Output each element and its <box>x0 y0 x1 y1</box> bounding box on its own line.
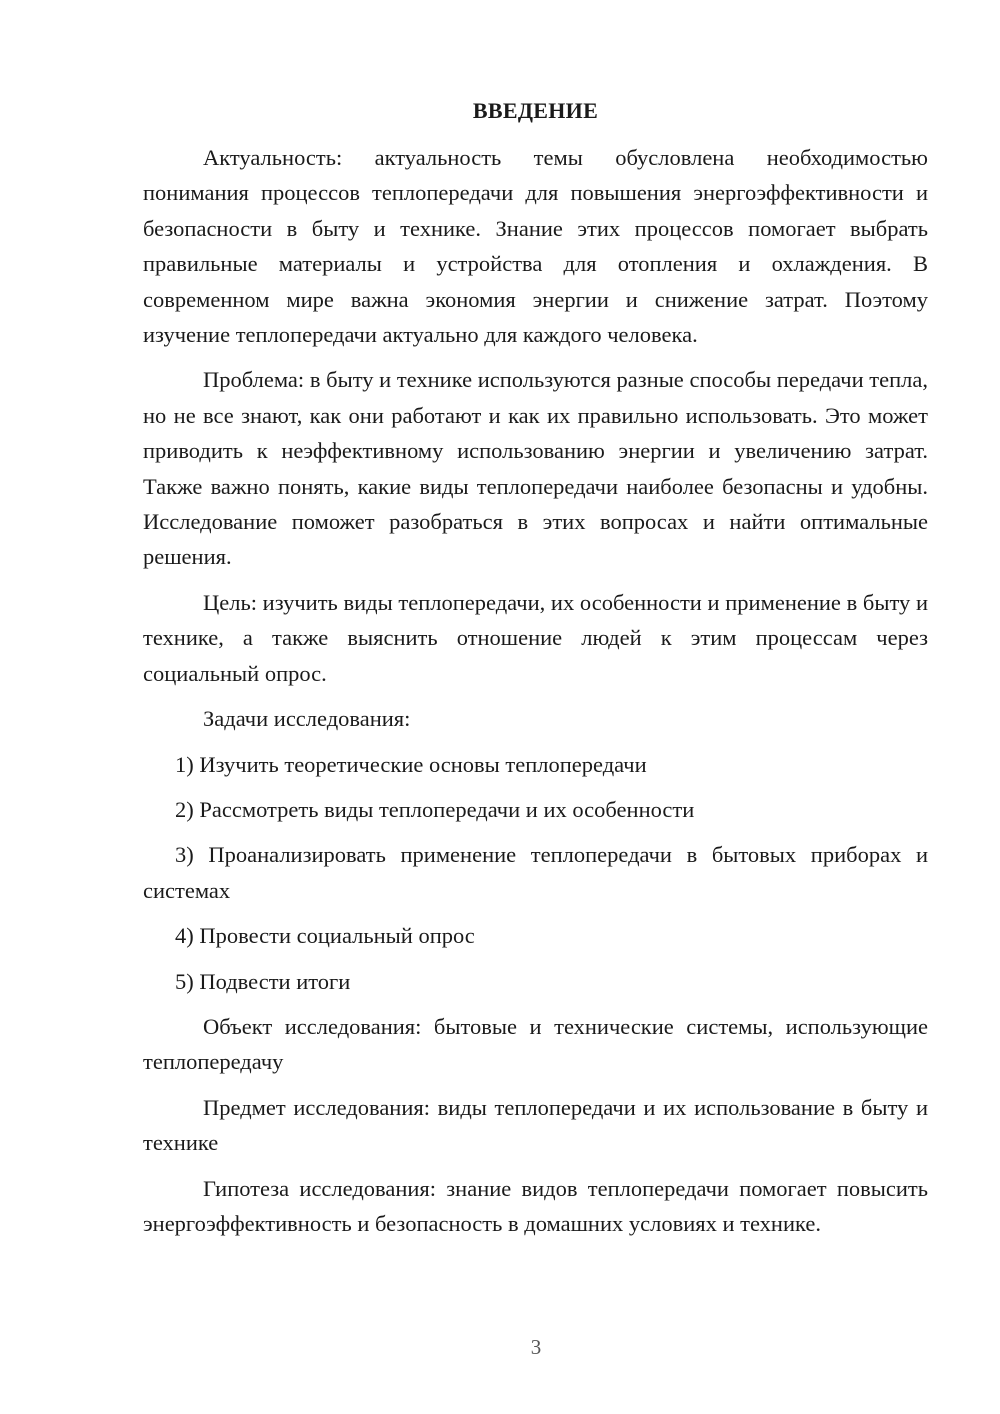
paragraph-object: Объект исследования: бытовые и технические системы, использующие теплопередачу <box>143 1013 928 1075</box>
list-item: 5) Подвести итоги <box>175 968 351 994</box>
list-item: 1) Изучить теоретические основы теплопередачи <box>175 751 647 777</box>
page-number: 3 <box>530 1335 542 1359</box>
paragraph-problem: Проблема: в быту и технике используются разные способы передачи тепла, но не все знают, как они работают и как их правильно использовать. Это может приводить к неэффективному использованию энергии и увеличению затрат. Также важно понять, какие виды теплопередачи наиболее безопасны и удобны. Исследование поможет разобраться в этих вопросах и найти оптимальные решения. <box>143 367 928 570</box>
document-page <box>143 96 928 1251</box>
paragraph-goal: Цель: изучить виды теплопередачи, их особенности и применение в быту и технике, а также выяснить отношение людей к этим процессам через социальный опрос. <box>143 589 928 686</box>
tasks-heading: Задачи исследования: <box>203 706 411 732</box>
paragraph-relevance: Актуальность: актуальность темы обусловлена необходимостью понимания процессов теплопередачи для повышения энергоэффективности и безопасности в быту и технике. Знание этих процессов помогает выбрать правильные материалы и устройства для отопления и охлаждения. В современном мире важна экономия энергии и снижение затрат. Поэтому изучение теплопередачи актуально для каждого человека. <box>143 145 928 348</box>
paragraph-subject: Предмет исследования: виды теплопередачи и их использование в быту и технике <box>143 1094 928 1156</box>
tasks-list <box>143 747 928 999</box>
list-item: 2) Рассмотреть виды теплопередачи и их особенности <box>175 796 695 822</box>
page-title: ВВЕДЕНИЕ <box>472 98 599 123</box>
paragraph-hypothesis: Гипотеза исследования: знание видов теплопередачи помогает повысить энергоэффективность и безопасность в домашних условиях и технике. <box>143 1175 928 1236</box>
list-item: 4) Провести социальный опрос <box>175 923 475 949</box>
list-item: 3) Проанализировать применение теплопередачи в бытовых приборах и системах <box>143 842 928 903</box>
